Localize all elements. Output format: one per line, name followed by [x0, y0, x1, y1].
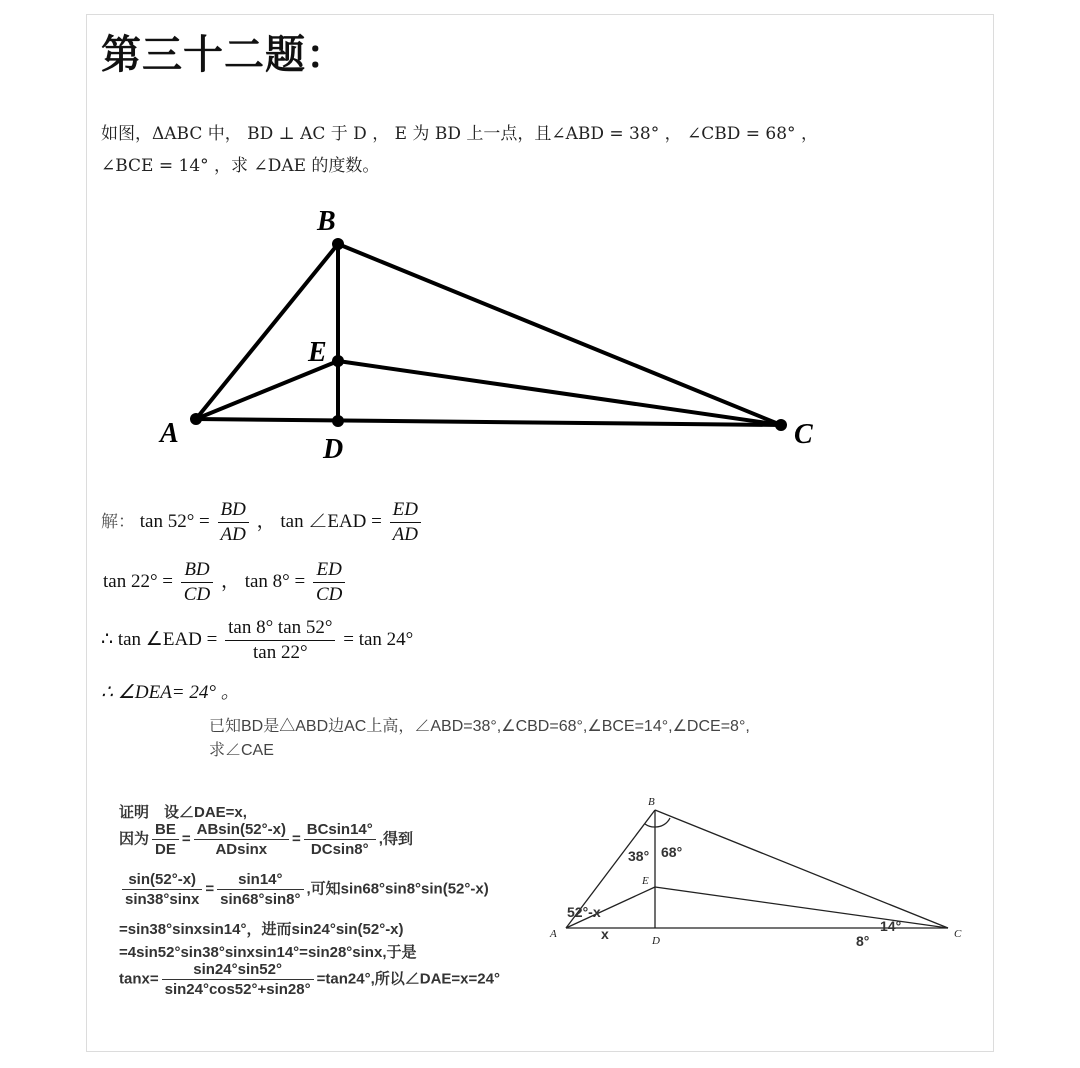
- point-c: [775, 419, 787, 431]
- problem-line-1: 如图，ΔABC 中， BD ⊥ AC 于 D ， E 为 BD 上一点，且∠ABD = 38° ， ∠CBD = 68° ，: [101, 124, 818, 144]
- frac-num: sin14°: [217, 871, 303, 890]
- label-d-2: D: [652, 935, 660, 947]
- frac-sin14: [217, 871, 303, 908]
- frac-num: BD: [218, 499, 249, 523]
- segment-ec-2: [655, 887, 948, 928]
- label-b: B: [317, 206, 336, 237]
- proof-line-1: 证明 设∠DAE=x,: [119, 804, 247, 821]
- eq-tanead-frac-main: [225, 617, 335, 664]
- given-line-2: 求∠CAE: [209, 742, 274, 759]
- eq-tan8-lhs: tan 8° =: [244, 570, 306, 592]
- solution-line-3: [101, 617, 413, 664]
- frac-den: AD: [392, 524, 418, 545]
- proof-line-5: =4sin52°sin38°sinxsin14°=sin28°sinx,于是: [119, 944, 417, 961]
- frac-den: AD: [220, 524, 246, 545]
- label-a-2: A: [550, 928, 557, 940]
- frac-num: tan 8° tan 52°: [225, 617, 335, 641]
- solution-line-1: [101, 499, 424, 546]
- point-d: [332, 415, 344, 427]
- separator: ，: [220, 570, 240, 592]
- solution-conclusion: ∴ ∠DEA= 24° 。: [101, 682, 240, 703]
- solution-prefix: 解：: [101, 511, 135, 532]
- problem-line-2: ∠BCE = 14° ，求 ∠DAE 的度数。: [101, 156, 380, 176]
- angle-arc-38: [645, 824, 655, 827]
- frac-sin52x: [122, 871, 202, 908]
- proof-text: 因为: [119, 830, 150, 848]
- frac-num: ABsin(52°-x): [194, 821, 289, 840]
- angle-label-14: 14°: [880, 918, 902, 934]
- frac-bcsin: [304, 821, 376, 858]
- frac-num: BD: [181, 559, 213, 583]
- frac-den: CD: [183, 584, 211, 605]
- point-e: [332, 355, 344, 367]
- triangle-figure-1: [147, 200, 867, 470]
- frac-den: ADsinx: [215, 841, 268, 858]
- segment-ec: [338, 361, 781, 425]
- frac-den: sin68°sin8°: [220, 891, 301, 908]
- eq-tanead-frac: [390, 499, 421, 546]
- frac-den: tan 22°: [253, 642, 308, 663]
- segment-bc: [338, 244, 781, 425]
- frac-den: DCsin8°: [310, 841, 369, 858]
- angle-label-68: 68°: [661, 844, 683, 860]
- frac-num: BCsin14°: [304, 821, 376, 840]
- angle-label-52-x: 52°-x: [567, 904, 601, 920]
- proof-line-6: [119, 961, 500, 998]
- segment-bc-2: [655, 810, 948, 928]
- proof-line-3: $\frac{\sin(52^\circ-x)}{\sin 38^\circ\sin x}$ = $\frac{\sin 14^\circ}{\sin 68^\circ\sin 8^\circ}$ ,可知sin68°sin8°sin(52°-x): [119, 871, 489, 908]
- eq-tan52-frac: [218, 499, 249, 546]
- eq-tanead-lhs: ∴ tan ∠EAD =: [101, 628, 218, 650]
- label-e: E: [308, 337, 327, 368]
- eq-tan22-lhs: tan 22° =: [103, 570, 174, 592]
- eq-tanead-rhs: = tan 24°: [343, 628, 414, 650]
- angle-label-8: 8°: [856, 933, 870, 949]
- frac-den: DE: [155, 841, 176, 858]
- problem-title: 第三十二题：: [101, 32, 347, 78]
- document-page: [86, 14, 994, 1052]
- frac-tanx: [162, 961, 314, 998]
- eq-tan52-lhs: tan 52° =: [139, 510, 210, 532]
- segment-ac: [196, 419, 781, 425]
- frac-num: ED: [313, 559, 345, 583]
- eq-taneaд-lhs: tan ∠EAD =: [280, 510, 382, 532]
- proof-text: ,得到: [378, 830, 413, 848]
- eq-tan8-frac: [313, 559, 345, 606]
- frac-be-de: [152, 821, 179, 858]
- segment-ab: [196, 244, 338, 419]
- frac-num: ED: [390, 499, 421, 523]
- proof-line-2: 因为 $\frac{BE}{DE}$ = $\frac{ABsin(52^\circ-x)}{ADsinx}$ = $\frac{BCsin14^\circ}{DCsin8^\circ}$ ,得到: [119, 821, 413, 858]
- label-e-2: E: [642, 875, 649, 887]
- frac-absin: [194, 821, 289, 858]
- frac-den: sin24°cos52°+sin28°: [164, 981, 311, 998]
- eq-tan22-frac: [181, 559, 213, 606]
- frac-num: sin(52°-x): [122, 871, 202, 890]
- proof-text: ,可知sin68°sin8°sin(52°-x): [306, 880, 489, 898]
- point-b: [332, 238, 344, 250]
- proof-text: tanx=: [119, 970, 159, 988]
- label-b-2: B: [648, 796, 655, 808]
- label-c: C: [794, 419, 813, 450]
- proof-text: =tan24°,所以∠DAE=x=24°: [316, 970, 500, 988]
- frac-num: BE: [152, 821, 179, 840]
- frac-den: sin38°sinx: [125, 891, 200, 908]
- given-line-1: 已知BD是△ABD边AC上高，∠ABD=38°,∠CBD=68°,∠BCE=14°,∠DCE=8°,: [209, 718, 750, 735]
- label-d: D: [323, 434, 344, 465]
- frac-num: sin24°sin52°: [162, 961, 314, 980]
- solution-line-2: [103, 559, 348, 606]
- triangle-figure-2: [542, 791, 982, 961]
- frac-den: CD: [315, 584, 343, 605]
- point-a: [190, 413, 202, 425]
- angle-label-x: x: [601, 926, 609, 942]
- proof-line-4: =sin38°sinxsin14°，进而sin24°sin(52°-x): [119, 921, 404, 938]
- label-c-2: C: [954, 928, 962, 940]
- angle-label-38: 38°: [628, 848, 650, 864]
- angle-arc-68: [655, 818, 670, 827]
- label-a: A: [160, 418, 179, 449]
- separator: ，: [256, 510, 276, 532]
